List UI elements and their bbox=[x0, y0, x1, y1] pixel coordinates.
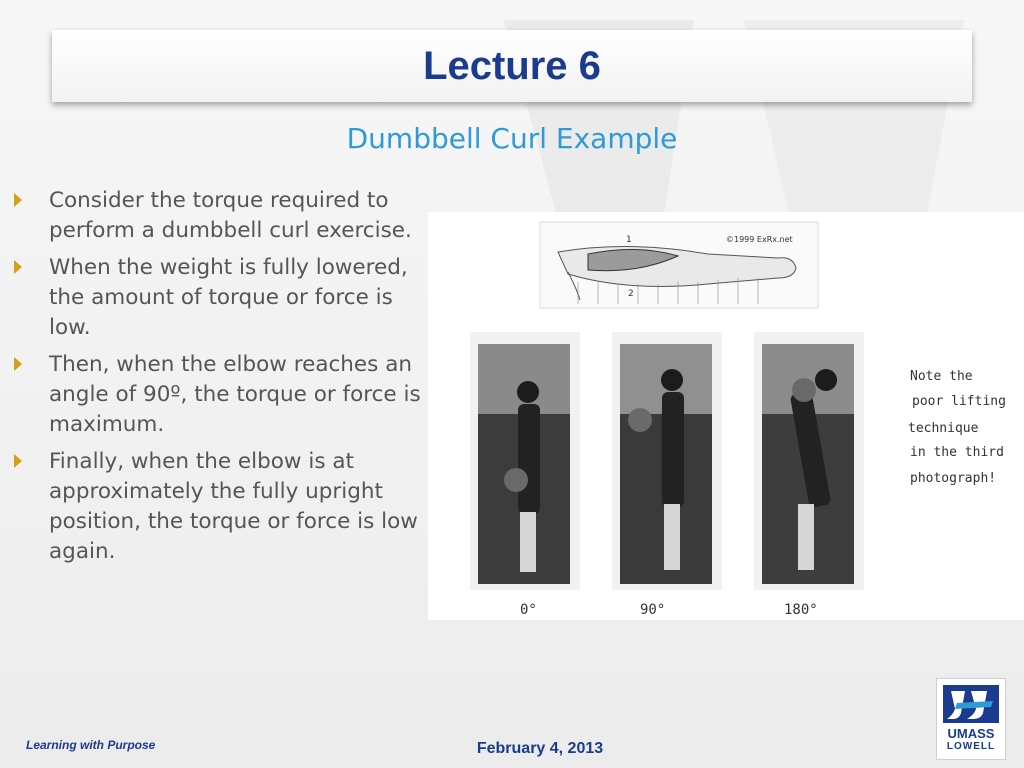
bullet-text: Consider the torque required to perform a dumbbell curl exercise. bbox=[49, 188, 412, 243]
title-bar bbox=[52, 30, 972, 102]
angle-label: 180° bbox=[784, 602, 818, 618]
bullet-item bbox=[14, 447, 422, 567]
footer-tagline: Learning with Purpose bbox=[26, 738, 156, 752]
footer-date: February 4, 2013 bbox=[476, 740, 604, 757]
bullet-text: Finally, when the elbow is at approximately the fully upright position, the torque or force is low again. bbox=[49, 449, 418, 564]
muscle-label: 1 bbox=[626, 235, 632, 245]
svg-text:photograph!: photograph! bbox=[910, 471, 997, 486]
photo-frame-180 bbox=[754, 332, 864, 590]
handwritten-note bbox=[908, 369, 1006, 486]
arm-anatomy-illustration bbox=[540, 222, 818, 308]
svg-text:in the third: in the third bbox=[910, 445, 1004, 460]
svg-text:technique: technique bbox=[908, 421, 979, 436]
angle-label: 0° bbox=[520, 602, 537, 618]
bullet-text: When the weight is fully lowered, the amount of torque or force is low. bbox=[49, 255, 408, 340]
bullet-arrow-icon bbox=[14, 454, 22, 468]
logo-text-line1: UMASS bbox=[947, 726, 995, 741]
dumbbell-curl-figure bbox=[428, 212, 1024, 620]
bullet-arrow-icon bbox=[14, 260, 22, 274]
bullet-list bbox=[14, 186, 422, 574]
slide-title: Lecture 6 bbox=[423, 43, 601, 88]
svg-text:Note the: Note the bbox=[910, 369, 973, 384]
bullet-arrow-icon bbox=[14, 193, 22, 207]
svg-text:poor lifting: poor lifting bbox=[912, 394, 1006, 409]
university-logo-icon bbox=[943, 685, 999, 723]
copyright-text: ©1999 ExRx.net bbox=[726, 235, 793, 244]
photo-frame-0 bbox=[470, 332, 580, 590]
angle-label: 90° bbox=[640, 602, 666, 618]
logo-text-line2: LOWELL bbox=[946, 741, 996, 752]
muscle-label: 2 bbox=[628, 289, 634, 299]
photo-frame-90 bbox=[612, 332, 722, 590]
bullet-item bbox=[14, 253, 422, 343]
bullet-item bbox=[14, 186, 422, 246]
figure-drawing bbox=[428, 212, 1024, 620]
bullet-item bbox=[14, 350, 422, 440]
umass-lowell-logo bbox=[936, 678, 1006, 760]
slide-subtitle: Dumbbell Curl Example bbox=[346, 122, 678, 155]
bullet-arrow-icon bbox=[14, 357, 22, 371]
bullet-text: Then, when the elbow reaches an angle of 90º, the torque or force is maximum. bbox=[49, 352, 421, 437]
